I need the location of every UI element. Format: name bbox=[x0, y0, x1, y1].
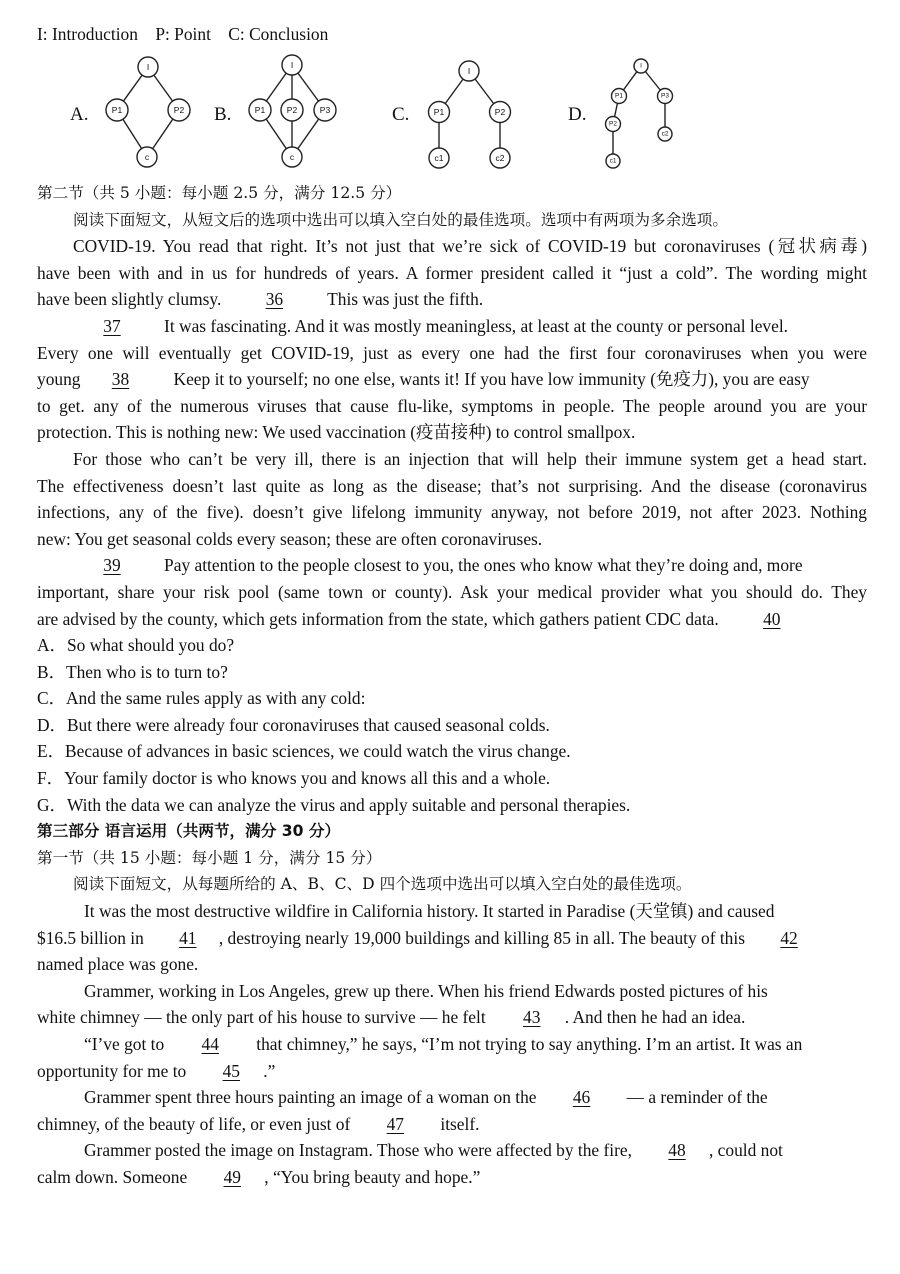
passage-text: Keep it to yourself; no one else, wants it! If you have low immunity (免疫力), you are easy bbox=[173, 369, 810, 390]
passage2-line bbox=[37, 1031, 867, 1058]
passage2-line bbox=[37, 1084, 867, 1111]
blank-37[interactable]: 37 bbox=[103, 315, 121, 336]
passage-text: Grammer posted the image on Instagram. Those who were affected by the fire, bbox=[84, 1140, 632, 1161]
diagram-a bbox=[100, 52, 200, 176]
diagram-option-a-label: A. bbox=[70, 104, 89, 125]
node-label: I bbox=[640, 62, 642, 70]
blank-47[interactable]: 47 bbox=[386, 1113, 404, 1134]
node-label: I bbox=[467, 66, 471, 76]
node-label: P1 bbox=[111, 105, 123, 115]
blank-48[interactable]: 48 bbox=[668, 1140, 686, 1161]
passage-text: $16.5 billion in bbox=[37, 927, 144, 948]
passage1-line: COVID-19. You read that right. It’s not just that we’re sick of COVID-19 but coronaviruses (冠状病毒) bbox=[73, 236, 867, 257]
node-label: c2 bbox=[661, 130, 669, 138]
passage2-line: Grammer, working in Los Angeles, grew up there. When his friend Edwards posted pictures of his bbox=[84, 980, 768, 1001]
passage-text: Grammer spent three hours painting an image of a woman on the bbox=[84, 1087, 537, 1108]
passage-text: itself. bbox=[440, 1113, 480, 1134]
option-c: C．And the same rules apply as with any cold: bbox=[37, 688, 366, 709]
part3-heading: 第三部分 语言运用（共两节，满分 30 分） bbox=[37, 822, 341, 841]
node-label: c bbox=[289, 152, 295, 162]
structure-diagram-options bbox=[0, 52, 900, 176]
passage2-line: It was the most destructive wildfire in California history. It started in Paradise (天堂镇) and caused bbox=[84, 901, 775, 922]
passage-text: are advised by the county, which gets information from the state, which gathers patient CDC data. bbox=[37, 608, 719, 629]
passage1-line bbox=[37, 606, 867, 633]
passage1-line: important, share your risk pool (same town or county). Ask your medical provider what you should do. They bbox=[37, 581, 867, 602]
node-label: c1 bbox=[609, 157, 617, 165]
passage1-line bbox=[37, 366, 867, 393]
blank-45[interactable]: 45 bbox=[222, 1060, 240, 1081]
blank-36[interactable]: 36 bbox=[265, 289, 284, 310]
blank-43[interactable]: 43 bbox=[523, 1007, 541, 1028]
exam-text bbox=[37, 180, 867, 1191]
part3-instruction: 阅读下面短文，从每题所给的 A、B、C、D 四个选项中选出可以填入空白处的最佳选项。 bbox=[73, 875, 692, 894]
passage1-line: For those who can’t be very ill, there is an injection that will help their immune system get a head start. bbox=[73, 448, 867, 469]
passage1-line: The effectiveness doesn’t last quite as long as the disease; that’s not surprising. And the disease (coronavirus bbox=[37, 475, 867, 496]
passage1-line bbox=[37, 552, 867, 579]
option-g: G．With the data we can analyze the virus and apply suitable and personal therapies. bbox=[37, 794, 631, 815]
passage-text: , could not bbox=[708, 1140, 783, 1161]
node-label: P1 bbox=[254, 105, 266, 115]
passage2-line bbox=[37, 1111, 867, 1138]
section2-instruction: 阅读下面短文，从短文后的选项中选出可以填入空白处的最佳选项。选项中有两项为多余选项。 bbox=[73, 210, 728, 229]
passage2-line bbox=[37, 1164, 867, 1191]
passage-text: young bbox=[37, 369, 81, 390]
passage1-line bbox=[37, 313, 867, 340]
option-b: B．Then who is to turn to? bbox=[37, 661, 228, 682]
passage-text: chimney, of the beauty of life, or even just of bbox=[37, 1113, 351, 1134]
section2-heading: 第二节（共 5 小题：每小题 2.5 分，满分 12.5 分） bbox=[37, 184, 402, 202]
node-label: P3 bbox=[661, 92, 669, 100]
blank-46[interactable]: 46 bbox=[572, 1087, 591, 1108]
passage-text: “I’ve got to bbox=[84, 1034, 165, 1054]
passage-text: This was just the fifth. bbox=[327, 289, 484, 310]
passage1-line: new: You get seasonal colds every season; these are often coronaviruses. bbox=[37, 528, 543, 549]
passage-text: that chimney,” he says, “I’m not trying to say anything. I’m an artist. It was an bbox=[256, 1034, 803, 1054]
blank-49[interactable]: 49 bbox=[223, 1166, 241, 1187]
passage1-line: infections, any of the five). doesn’t give lifelong immunity anyway, not before 2019, not after 2023. Nothing bbox=[37, 502, 867, 523]
passage2-line bbox=[37, 1004, 867, 1031]
blank-39[interactable]: 39 bbox=[103, 555, 121, 576]
option-d: D．But there were already four coronaviruses that caused seasonal colds. bbox=[37, 714, 550, 735]
node-label: c1 bbox=[434, 153, 444, 163]
option-e: E．Because of advances in basic sciences, we could watch the virus change. bbox=[37, 741, 571, 762]
diagram-option-d-label: D. bbox=[568, 104, 587, 125]
passage-text: . And then he had an idea. bbox=[564, 1007, 746, 1028]
passage2-line bbox=[37, 1137, 867, 1164]
diagram-d bbox=[598, 52, 688, 176]
node-label: P3 bbox=[319, 105, 331, 115]
node-label: P1 bbox=[615, 92, 623, 100]
blank-40[interactable]: 40 bbox=[763, 608, 781, 629]
passage1-line: protection. This is nothing new: We used vaccination (疫苗接种) to control smallpox. bbox=[37, 422, 636, 443]
passage2-line bbox=[37, 925, 867, 952]
part3-section1-heading: 第一节（共 15 小题：每小题 1 分，满分 15 分） bbox=[37, 848, 382, 867]
passage-text: Pay attention to the people closest to you, the ones who know what they’re doing and, more bbox=[164, 555, 803, 576]
passage2-line bbox=[37, 1058, 867, 1085]
passage-text: .” bbox=[263, 1060, 276, 1081]
passage-text: calm down. Someone bbox=[37, 1166, 188, 1187]
node-label: P2 bbox=[286, 105, 298, 115]
passage1-line bbox=[37, 286, 867, 313]
diagram-option-b-label: B. bbox=[214, 104, 232, 125]
passage-text: — a reminder of the bbox=[626, 1087, 768, 1108]
diagram-b bbox=[245, 52, 345, 176]
blank-44[interactable]: 44 bbox=[201, 1034, 219, 1054]
passage-text: , destroying nearly 19,000 buildings and killing 85 in all. The beauty of this bbox=[218, 927, 745, 948]
passage-text: have been slightly clumsy. bbox=[37, 289, 222, 310]
node-label: c bbox=[144, 152, 150, 162]
option-f: F．Your family doctor is who knows you and knows all this and a whole. bbox=[37, 768, 551, 789]
diagram-option-c-label: C. bbox=[392, 104, 410, 125]
passage1-line: have been with and in us for hundreds of years. A former president called it “just a cold”. The wording might bbox=[37, 262, 867, 283]
passage2-line: named place was gone. bbox=[37, 954, 199, 975]
option-a: A．So what should you do? bbox=[37, 635, 235, 656]
node-label: I bbox=[290, 60, 294, 70]
blank-38[interactable]: 38 bbox=[111, 369, 130, 390]
node-label: I bbox=[146, 62, 150, 72]
passage-text: opportunity for me to bbox=[37, 1060, 187, 1081]
node-label: c2 bbox=[495, 153, 505, 163]
diagram-legend: I: Introduction P: Point C: Conclusion bbox=[37, 24, 329, 44]
passage-text: It was fascinating. And it was mostly meaningless, at least at the county or personal level. bbox=[164, 315, 789, 336]
node-label: P1 bbox=[433, 107, 445, 117]
node-label: P2 bbox=[494, 107, 506, 117]
passage1-line: to get. any of the numerous viruses that cause flu-like, symptoms in people. The people around you are your bbox=[37, 395, 867, 416]
passage-text: , “You bring beauty and hope.” bbox=[264, 1166, 481, 1187]
blank-41[interactable]: 41 bbox=[179, 927, 197, 948]
diagram-c bbox=[420, 52, 520, 176]
passage1-line: Every one will eventually get COVID-19, just as every one had the first four coronaviruses when you were bbox=[37, 342, 867, 363]
node-label: P2 bbox=[173, 105, 185, 115]
passage-text: white chimney — the only part of his house to survive — he felt bbox=[37, 1007, 486, 1028]
blank-42[interactable]: 42 bbox=[780, 927, 798, 948]
node-label: P2 bbox=[609, 120, 617, 128]
